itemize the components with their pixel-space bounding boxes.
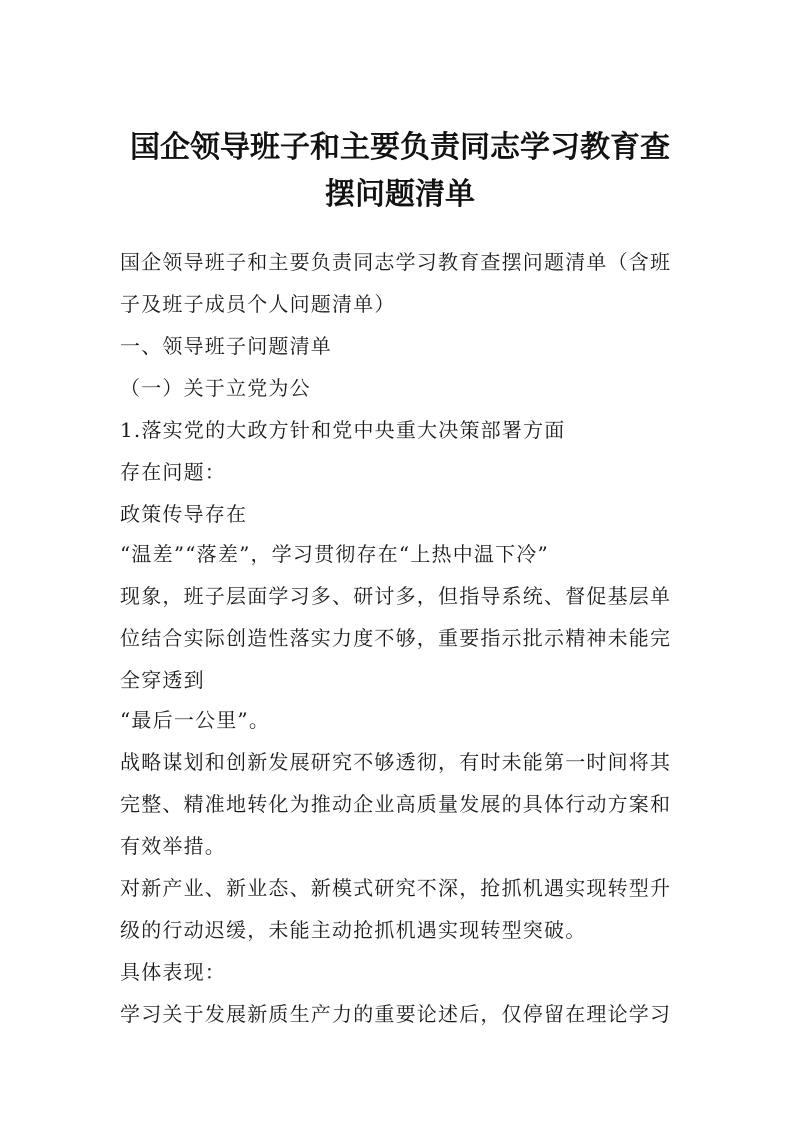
paragraph-line: 对新产业、新业态、新模式研究不深，抢抓机遇实现转型升 bbox=[120, 876, 672, 900]
paragraph-line: 现象，班子层面学习多、研讨多，但指导系统、督促基层单 bbox=[120, 584, 672, 608]
paragraph-line: 政策传导存在 bbox=[120, 502, 248, 526]
paragraph-line: 完整、精准地转化为推动企业高质量发展的具体行动方案和 bbox=[120, 792, 672, 816]
intro-line-1: 国企领导班子和主要负责同志学习教育查摆问题清单（含班 bbox=[120, 250, 672, 274]
document-title-line-2: 摆问题清单 bbox=[325, 177, 475, 212]
paragraph-line: “最后一公里”。 bbox=[120, 708, 271, 732]
item-heading: 1.落实党的大政方针和党中央重大决策部署方面 bbox=[120, 418, 566, 442]
document-title-line-1: 国企领导班子和主要负责同志学习教育查 bbox=[130, 130, 670, 165]
paragraph-line: 级的行动迟缓，未能主动抢抓机遇实现转型突破。 bbox=[120, 918, 587, 942]
paragraph-line: 学习关于发展新质生产力的重要论述后，仅停留在理论学习 bbox=[120, 1002, 672, 1026]
details-label: 具体表现： bbox=[120, 960, 226, 984]
section-heading: 一、领导班子问题清单 bbox=[120, 334, 332, 358]
problems-label: 存在问题： bbox=[120, 460, 226, 484]
paragraph-line: 位结合实际创造性落实力度不够，重要指示批示精神未能完 bbox=[120, 626, 672, 650]
intro-line-2: 子及班子成员个人问题清单） bbox=[120, 292, 396, 316]
paragraph-line: 战略谋划和创新发展研究不够透彻，有时未能第一时间将其 bbox=[120, 750, 672, 774]
paragraph-line: 有效举措。 bbox=[120, 834, 226, 858]
paragraph-line: 全穿透到 bbox=[120, 668, 205, 692]
paragraph-line: “温差”“落差”，学习贯彻存在“上热中温下冷” bbox=[120, 542, 549, 566]
subsection-heading: （一）关于立党为公 bbox=[120, 376, 311, 400]
